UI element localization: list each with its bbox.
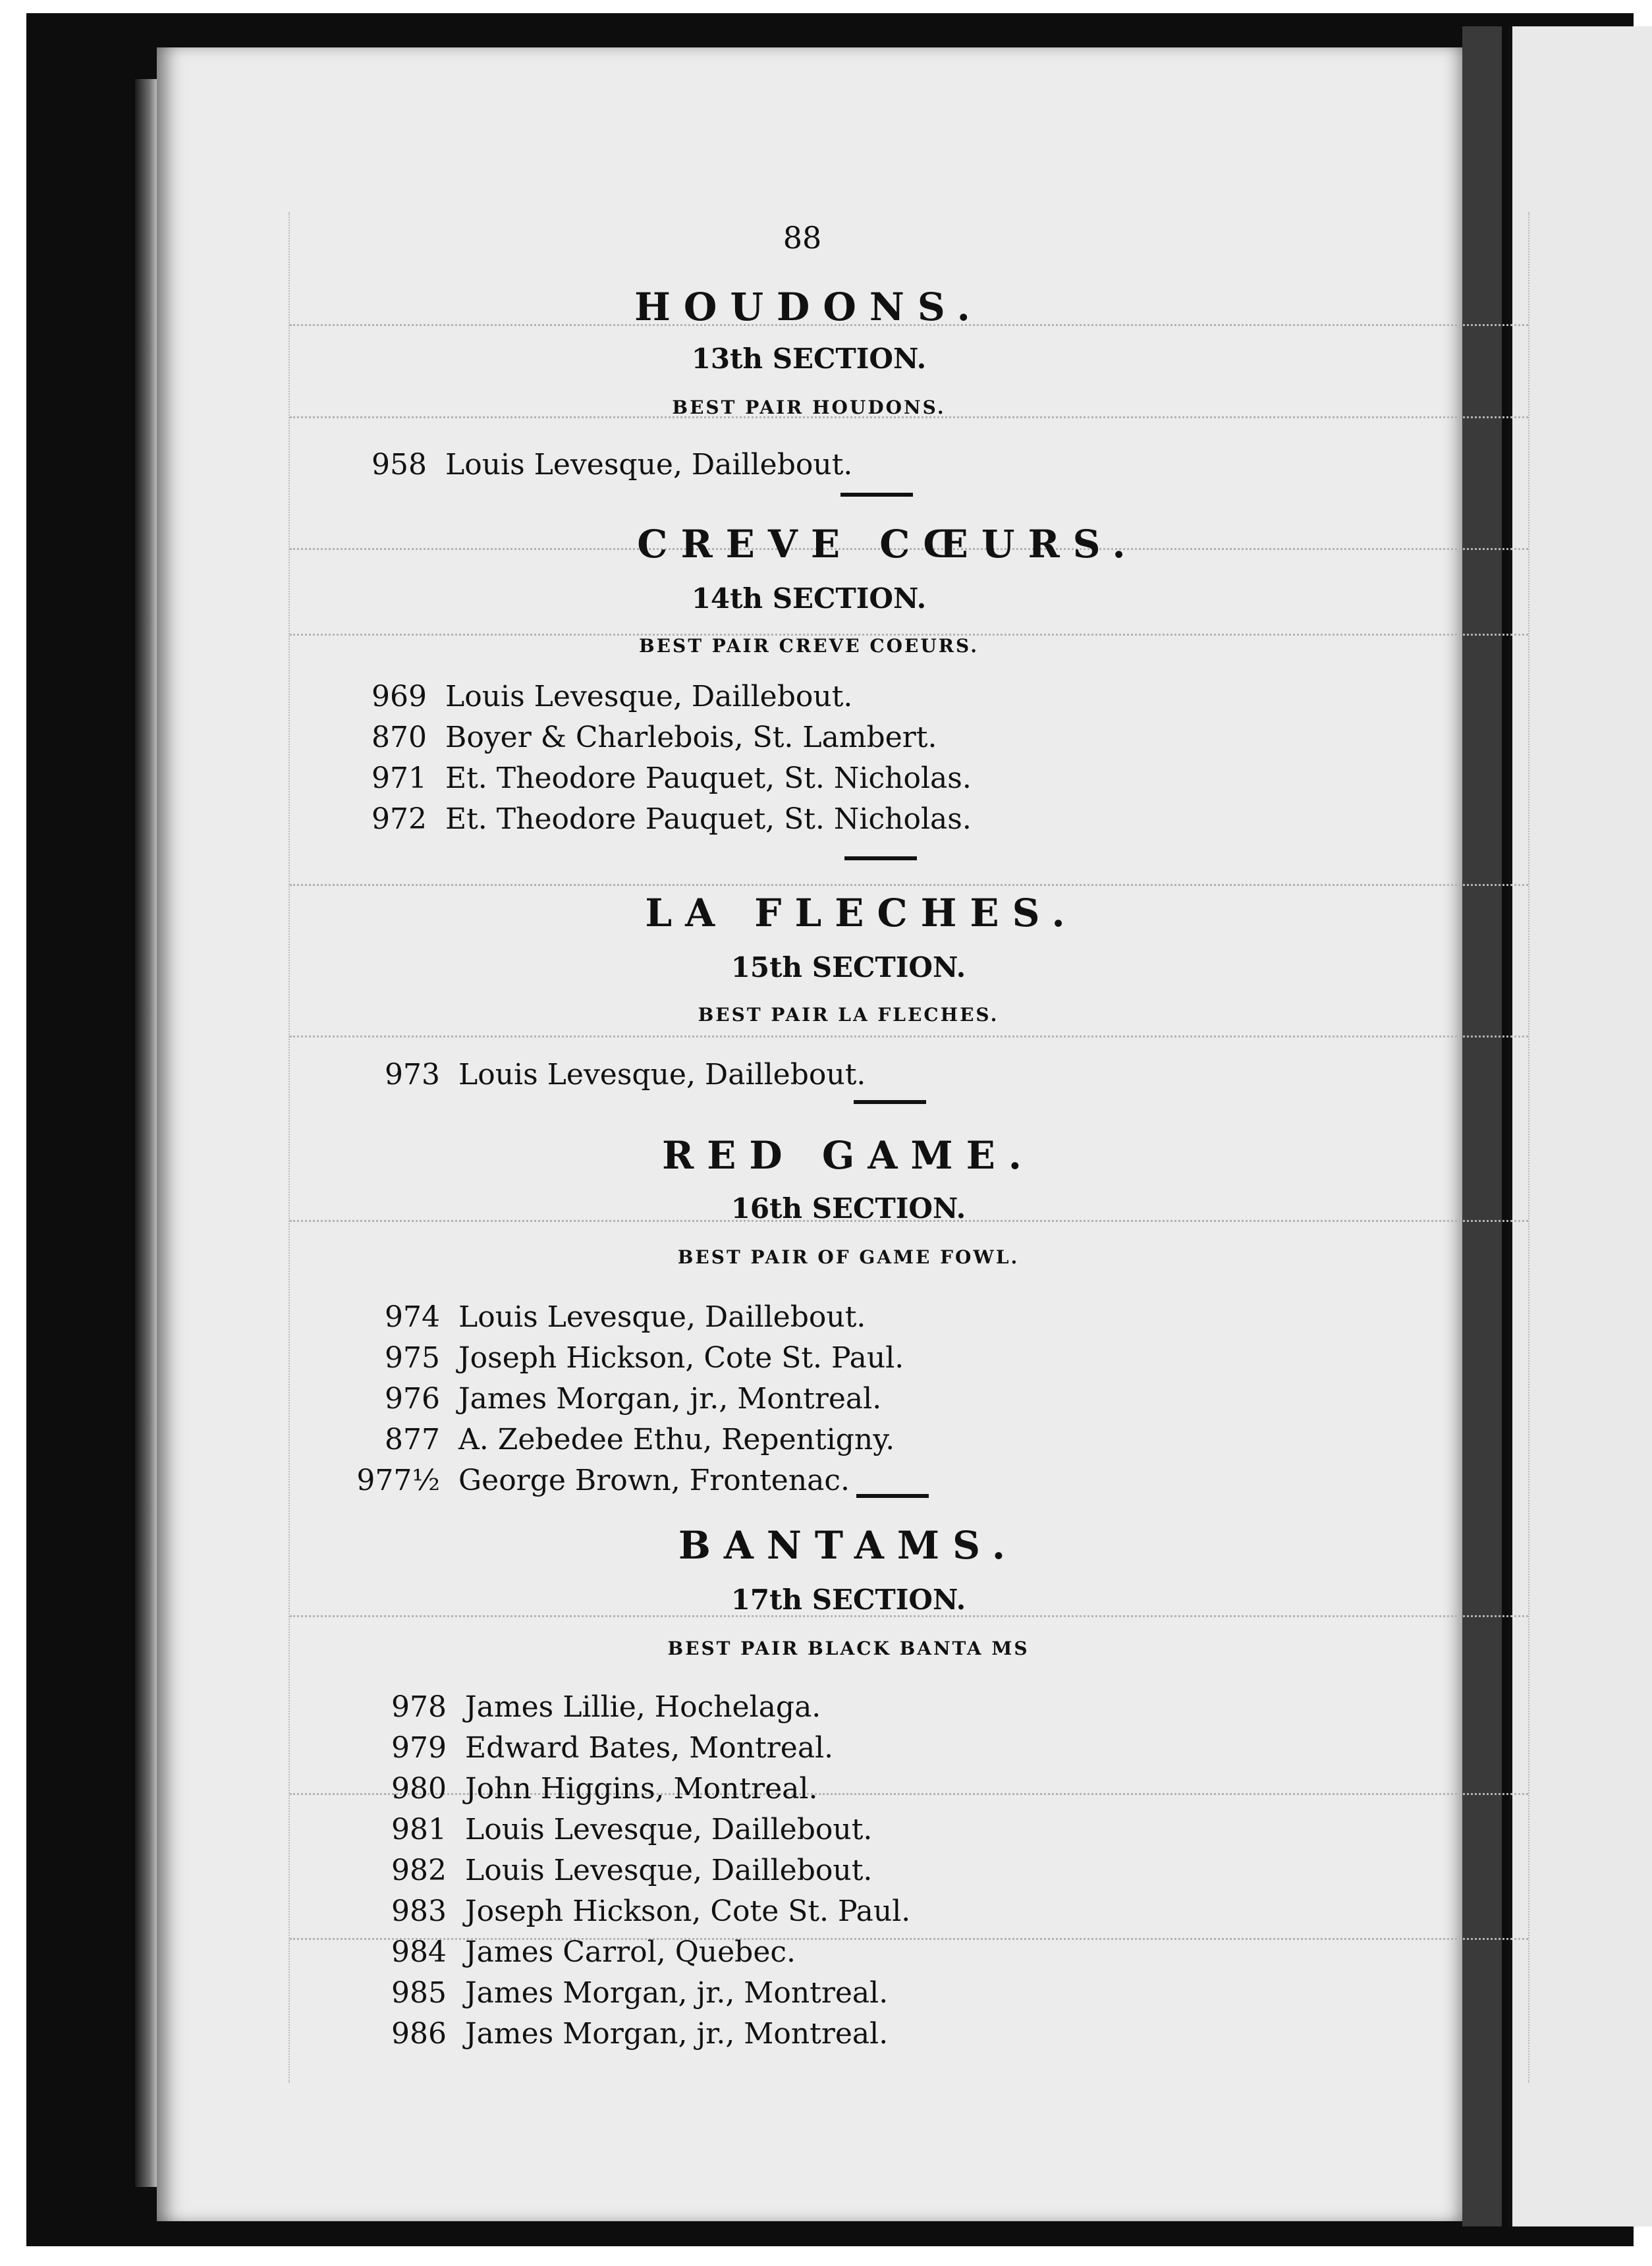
entry-row [354, 1935, 796, 1975]
page-number: 88 [783, 220, 822, 256]
entry-number: 983 [391, 1894, 447, 1928]
section-number: 14th SECTION. [691, 582, 927, 615]
entry-name: Et. Theodore Pauquet, St. Nicholas. [445, 802, 972, 836]
entry-name: Louis Levesque, Daillebout. [445, 448, 853, 482]
entry-row [354, 1854, 872, 1893]
entry-row [335, 721, 937, 760]
entry-row [348, 1300, 866, 1340]
section-divider [844, 856, 917, 860]
entry-number: 971 [372, 761, 427, 795]
entry-name: Joseph Hickson, Cote St. Paul. [458, 1341, 904, 1375]
section-subtitle: BEST PAIR CREVE COEURS. [638, 635, 979, 657]
entry-name: Louis Levesque, Daillebout. [445, 680, 853, 713]
entry-row [348, 1382, 881, 1422]
entry-row [354, 1690, 821, 1730]
entry-number: 981 [391, 1813, 447, 1846]
entry-number: 977½ [356, 1464, 440, 1497]
page-content [157, 47, 1462, 2221]
entry-name: Louis Levesque, Daillebout. [458, 1300, 866, 1334]
entry-number: 958 [372, 448, 427, 482]
entry-name: Et. Theodore Pauquet, St. Nicholas. [445, 761, 972, 795]
entry-name: John Higgins, Montreal. [465, 1772, 818, 1806]
entry-row [348, 1058, 866, 1097]
entry-number: 969 [372, 680, 427, 713]
entry-row [354, 1813, 872, 1852]
section-heading: LA FLECHES. [645, 891, 1078, 935]
section-number: 13th SECTION. [691, 343, 927, 375]
entry-number: 978 [391, 1690, 447, 1724]
entry-name: James Morgan, jr., Montreal. [465, 1976, 889, 2010]
entry-name: James Carrol, Quebec. [465, 1935, 796, 1969]
section-subtitle: BEST PAIR OF GAME FOWL. [677, 1246, 1020, 1268]
entry-number: 976 [385, 1382, 440, 1416]
entry-number: 975 [385, 1341, 440, 1375]
entry-name: James Lillie, Hochelaga. [465, 1690, 821, 1724]
section-divider [856, 1494, 929, 1498]
entry-name: James Morgan, jr., Montreal. [458, 1382, 882, 1416]
section-divider [840, 493, 913, 497]
entry-number: 973 [385, 1058, 440, 1092]
book-page [157, 47, 1462, 2221]
entry-name: A. Zebedee Ethu, Repentigny. [458, 1423, 895, 1456]
entry-number: 974 [385, 1300, 440, 1334]
entry-number: 986 [391, 2017, 447, 2051]
section-subtitle: BEST PAIR HOUDONS. [672, 397, 946, 418]
entry-row [354, 1976, 888, 2016]
facing-page-edge [1508, 26, 1652, 2226]
entry-row [348, 1464, 850, 1503]
entry-number: 979 [391, 1731, 447, 1765]
section-heading: BANTAMS. [678, 1523, 1019, 1568]
section-subtitle: BEST PAIR BLACK BANTA MS [667, 1638, 1030, 1659]
section-subtitle: BEST PAIR LA FLECHES. [698, 1004, 999, 1026]
entry-name: Joseph Hickson, Cote St. Paul. [465, 1894, 911, 1928]
entry-row [348, 1423, 895, 1462]
entry-name: Louis Levesque, Daillebout. [465, 1813, 873, 1846]
section-number: 15th SECTION. [730, 951, 966, 983]
entry-row [335, 680, 852, 719]
entry-name: Louis Levesque, Daillebout. [465, 1854, 873, 1887]
entry-row [335, 802, 972, 842]
section-number: 16th SECTION. [730, 1192, 966, 1225]
section-number: 17th SECTION. [730, 1584, 966, 1616]
entry-name: George Brown, Frontenac. [458, 1464, 850, 1497]
entry-row [335, 761, 972, 801]
entry-number: 982 [391, 1854, 447, 1887]
entry-name: James Morgan, jr., Montreal. [465, 2017, 889, 2051]
entry-number: 870 [372, 721, 427, 754]
entry-number: 985 [391, 1976, 447, 2010]
entry-number: 980 [391, 1772, 447, 1806]
entry-row [354, 1731, 833, 1771]
section-heading: RED GAME. [661, 1133, 1035, 1178]
entry-number: 972 [372, 802, 427, 836]
entry-name: Boyer & Charlebois, St. Lambert. [445, 721, 937, 754]
section-divider [854, 1100, 926, 1104]
entry-row [335, 448, 852, 487]
entry-row [354, 1772, 817, 1811]
entry-number: 877 [385, 1423, 440, 1456]
entry-row [354, 2017, 888, 2057]
page-edge-shadow [135, 79, 159, 2187]
section-heading: HOUDONS. [634, 285, 983, 329]
entry-row [354, 1894, 910, 1934]
entry-row [348, 1341, 904, 1381]
entry-name: Louis Levesque, Daillebout. [458, 1058, 866, 1092]
entry-number: 984 [391, 1935, 447, 1969]
section-heading: CREVE CŒURS. [637, 522, 1139, 566]
entry-name: Edward Bates, Montreal. [465, 1731, 834, 1765]
